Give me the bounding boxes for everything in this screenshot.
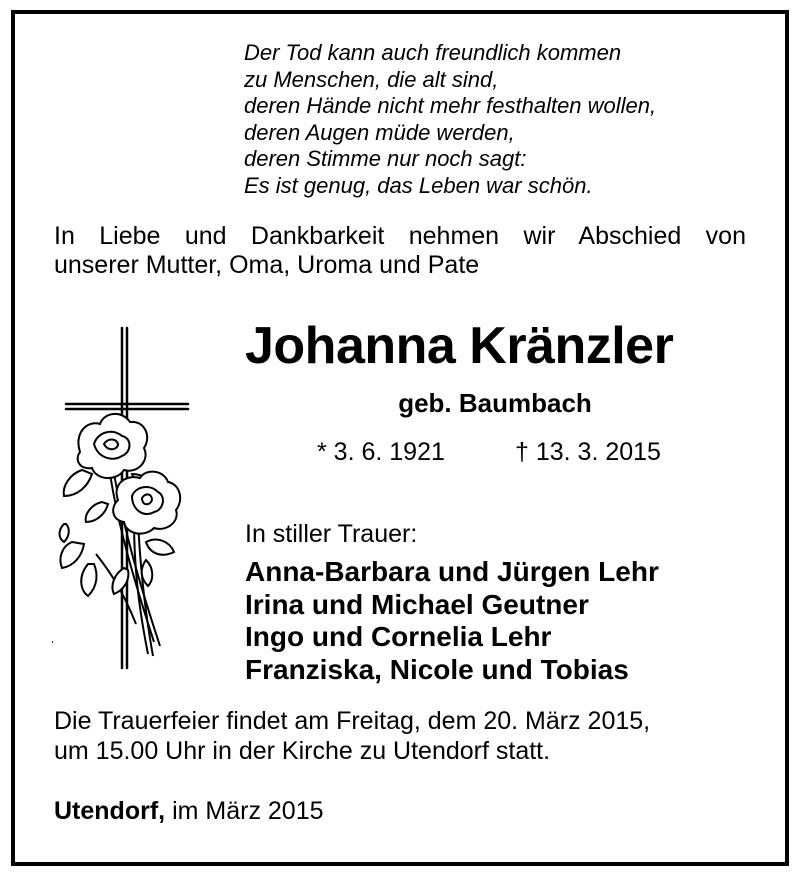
intro-line: In Liebe und Dankbarkeit nehmen wir Abschied von bbox=[54, 222, 746, 250]
mourning-label: In stiller Trauer: bbox=[245, 520, 418, 548]
intro-line: unserer Mutter, Oma, Uroma und Pate bbox=[54, 251, 480, 279]
birth-date: * 3. 6. 1921 bbox=[317, 438, 445, 466]
poem bbox=[244, 40, 656, 199]
poem-line: deren Hände nicht mehr festhalten wollen, bbox=[244, 93, 657, 118]
place-town: Utendorf, bbox=[54, 797, 166, 825]
poem-line: Der Tod kann auch freundlich kommen bbox=[244, 40, 622, 65]
place-date bbox=[54, 796, 324, 826]
poem-line: deren Augen müde werden, bbox=[244, 119, 515, 145]
mourner-line: Franziska, Nicole und Tobias bbox=[245, 653, 629, 685]
mourner-line: Irina und Michael Geutner bbox=[245, 588, 589, 620]
poem-line: Es ist genug, das Leben war schön. bbox=[244, 172, 593, 198]
mourner-line: Anna-Barbara und Jürgen Lehr bbox=[245, 556, 659, 587]
intro-text bbox=[54, 222, 746, 280]
cross-with-roses-icon bbox=[52, 324, 202, 670]
poem-line: deren Stimme nur noch sagt: bbox=[244, 146, 527, 171]
mourners-list bbox=[245, 556, 659, 686]
maiden-name: geb. Baumbach bbox=[398, 388, 592, 418]
place-month: im März 2015 bbox=[172, 797, 324, 825]
death-date: † 13. 3. 2015 bbox=[515, 438, 661, 466]
poem-line: zu Menschen, die alt sind, bbox=[244, 66, 499, 92]
deceased-name: Johanna Kränzler bbox=[245, 317, 674, 375]
service-line: um 15.00 Uhr in der Kirche zu Utendorf statt. bbox=[54, 737, 551, 765]
service-info bbox=[54, 706, 650, 766]
service-line: Die Trauerfeier findet am Freitag, dem 20. März 2015, bbox=[54, 707, 651, 735]
mourner-line: Ingo und Cornelia Lehr bbox=[245, 621, 552, 652]
